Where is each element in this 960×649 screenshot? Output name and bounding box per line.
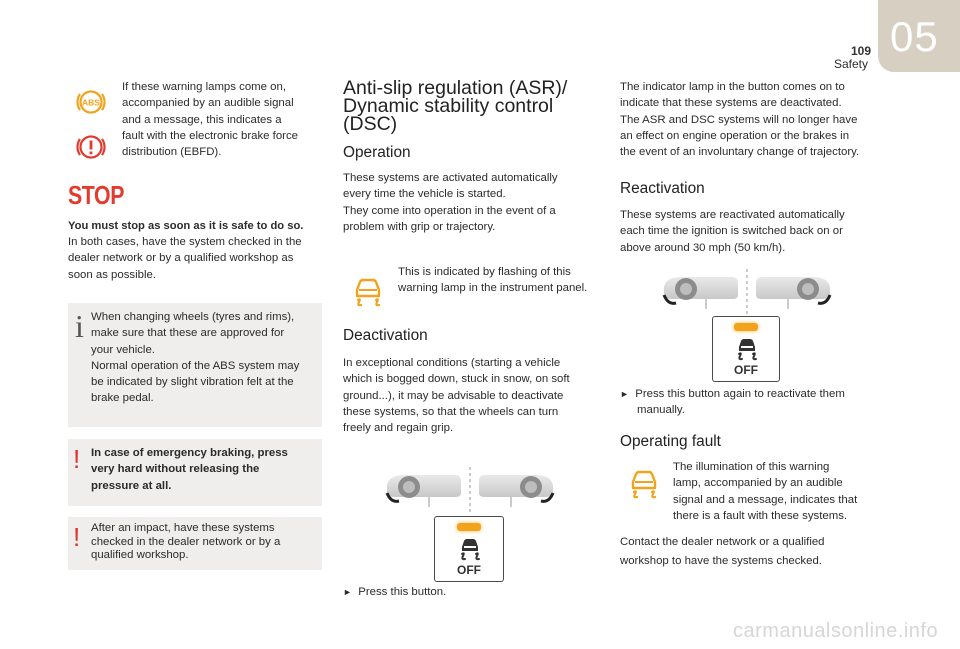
info-box-text xyxy=(91,309,319,407)
text-line: brake pedal. xyxy=(91,392,154,405)
warning-lamps-intro xyxy=(122,79,322,160)
title-line: (DSC) xyxy=(343,113,398,135)
text-line: signal and a message, indicates that xyxy=(673,493,858,506)
info-icon: i xyxy=(75,308,84,344)
text-line: which is bogged down, stuck in snow, on soft xyxy=(343,373,570,386)
text-line: and a message, this indicates a xyxy=(122,113,282,126)
stop-warning-icon: STOP xyxy=(68,180,125,210)
instruction-text: manually. xyxy=(637,404,685,417)
text-line: lamp, accompanied by an audible xyxy=(673,477,843,490)
text-line: each time the ignition is switched back on or xyxy=(620,225,843,238)
text-line: These systems are activated automatically xyxy=(343,172,558,184)
text-line: the event of an involuntary change of trajectory. xyxy=(620,146,860,159)
text-line: In both cases, have the system checked in the xyxy=(68,236,302,248)
text-line: warning lamp in the instrument panel. xyxy=(398,282,588,295)
text-line: indicate that these systems are deactivated. xyxy=(620,97,842,110)
press-again-instruction xyxy=(620,386,880,419)
text-line: These systems are reactivated automatically xyxy=(620,209,845,221)
off-label: OFF xyxy=(734,363,758,377)
reactivation-text xyxy=(620,207,880,256)
dashboard-illustration xyxy=(385,465,555,515)
off-label: OFF xyxy=(457,563,481,577)
title-line: Dynamic stability control xyxy=(343,95,554,117)
info-box xyxy=(68,303,322,427)
text-line: ground...), it may be advisable to deactivate xyxy=(343,389,564,402)
text-line: qualified workshop. xyxy=(91,549,189,561)
text-line: freely and regain grip. xyxy=(343,422,454,435)
text-line: Normal operation of the ABS system may xyxy=(91,359,300,372)
contact-text xyxy=(620,533,880,571)
title-line: Anti-slip regulation (ASR)/ xyxy=(343,77,568,99)
text-line: your vehicle. xyxy=(91,343,155,356)
text-line: workshop to have the systems checked. xyxy=(620,555,822,567)
dashboard-illustration xyxy=(662,267,832,317)
text-line: After an impact, have these systems xyxy=(91,522,275,534)
dsc-warning-lamp-icon xyxy=(350,276,386,310)
deactivation-heading: Deactivation xyxy=(343,327,428,344)
indicator-text xyxy=(620,79,880,160)
page-number: 109 xyxy=(851,44,872,58)
text-line: They come into operation in the event of a xyxy=(343,204,556,217)
warning-exclamation-icon: ! xyxy=(73,522,81,552)
warning-box-emergency-braking xyxy=(68,439,322,506)
text-line: these systems, so that the wheels can turn xyxy=(343,405,559,418)
text-line: above around 30 mph (50 km/h). xyxy=(620,241,786,254)
text-line: every time the vehicle is started. xyxy=(343,188,506,201)
button-indicator-lamp xyxy=(734,323,758,331)
dsc-off-button[interactable] xyxy=(434,516,504,582)
text-line: an effect on engine operation or the brakes in xyxy=(620,129,850,142)
text-line: If these warning lamps come on, xyxy=(122,81,286,93)
chapter-tab xyxy=(878,0,960,72)
text-line: accompanied by an audible signal xyxy=(122,97,294,110)
dsc-off-button[interactable] xyxy=(712,316,780,382)
warning-box-2-text xyxy=(91,522,316,563)
operation-heading: Operation xyxy=(343,144,411,161)
text-line: very hard without releasing the xyxy=(91,463,260,476)
text-line: Contact the dealer network or a qualified xyxy=(620,536,825,548)
text-line: The indicator lamp in the button comes on to xyxy=(620,81,845,93)
arrow-bullet-icon: ► xyxy=(620,389,629,399)
text-line: pressure at all. xyxy=(91,479,172,492)
brake-warning-icon xyxy=(75,131,107,163)
text-line: checked in the dealer network or by a xyxy=(91,535,281,548)
text-line: make sure that these are approved for xyxy=(91,327,285,340)
text-line: be indicated by slight vibration felt at the xyxy=(91,376,294,389)
text-line: When changing wheels (tyres and rims), xyxy=(91,311,295,323)
abs-icon-label: ABS xyxy=(82,97,100,108)
dsc-warning-lamp-icon xyxy=(626,468,662,502)
text-line: The ASR and DSC systems will no longer have xyxy=(620,113,858,126)
watermark: carmanualsonline.info xyxy=(733,620,939,642)
dsc-car-icon xyxy=(734,337,760,361)
reactivation-heading: Reactivation xyxy=(620,180,705,197)
text-line: distribution (EBFD). xyxy=(122,146,222,159)
operation-text xyxy=(343,170,593,235)
text-line: there is a fault with these systems. xyxy=(673,509,848,522)
dsc-car-icon xyxy=(457,537,483,561)
arrow-bullet-icon: ► xyxy=(343,587,352,597)
must-stop-text: You must stop as soon as it is safe to do so. xyxy=(68,220,304,232)
section-title xyxy=(343,79,593,133)
text-line: In exceptional conditions (starting a vehicle xyxy=(343,357,561,369)
text-line: problem with grip or trajectory. xyxy=(343,220,496,233)
warning-box-impact xyxy=(68,517,322,570)
text-line: This is indicated by flashing of this xyxy=(398,266,571,278)
press-button-instruction xyxy=(343,584,593,600)
lamp-flash-text xyxy=(398,264,598,297)
text-line: The illumination of this warning xyxy=(673,461,830,473)
section-name: Safety xyxy=(834,57,869,71)
chapter-number: 05 xyxy=(890,13,939,60)
fault-text xyxy=(673,459,883,524)
both-cases-text xyxy=(68,234,328,283)
deactivation-text xyxy=(343,355,593,436)
abs-warning-icon xyxy=(75,86,107,118)
button-indicator-lamp xyxy=(457,523,481,531)
warning-exclamation-icon: ! xyxy=(73,444,81,474)
text-line: soon as possible. xyxy=(68,268,157,281)
operating-fault-heading: Operating fault xyxy=(620,433,721,450)
instruction-text: Press this button again to reactivate them xyxy=(635,388,845,400)
text-line: In case of emergency braking, press xyxy=(91,447,288,459)
instruction-text: Press this button. xyxy=(358,586,447,598)
text-line: fault with the electronic brake force xyxy=(122,129,299,142)
text-line: dealer network or by a qualified workshop as xyxy=(68,252,294,265)
warning-box-1-text xyxy=(91,445,316,494)
